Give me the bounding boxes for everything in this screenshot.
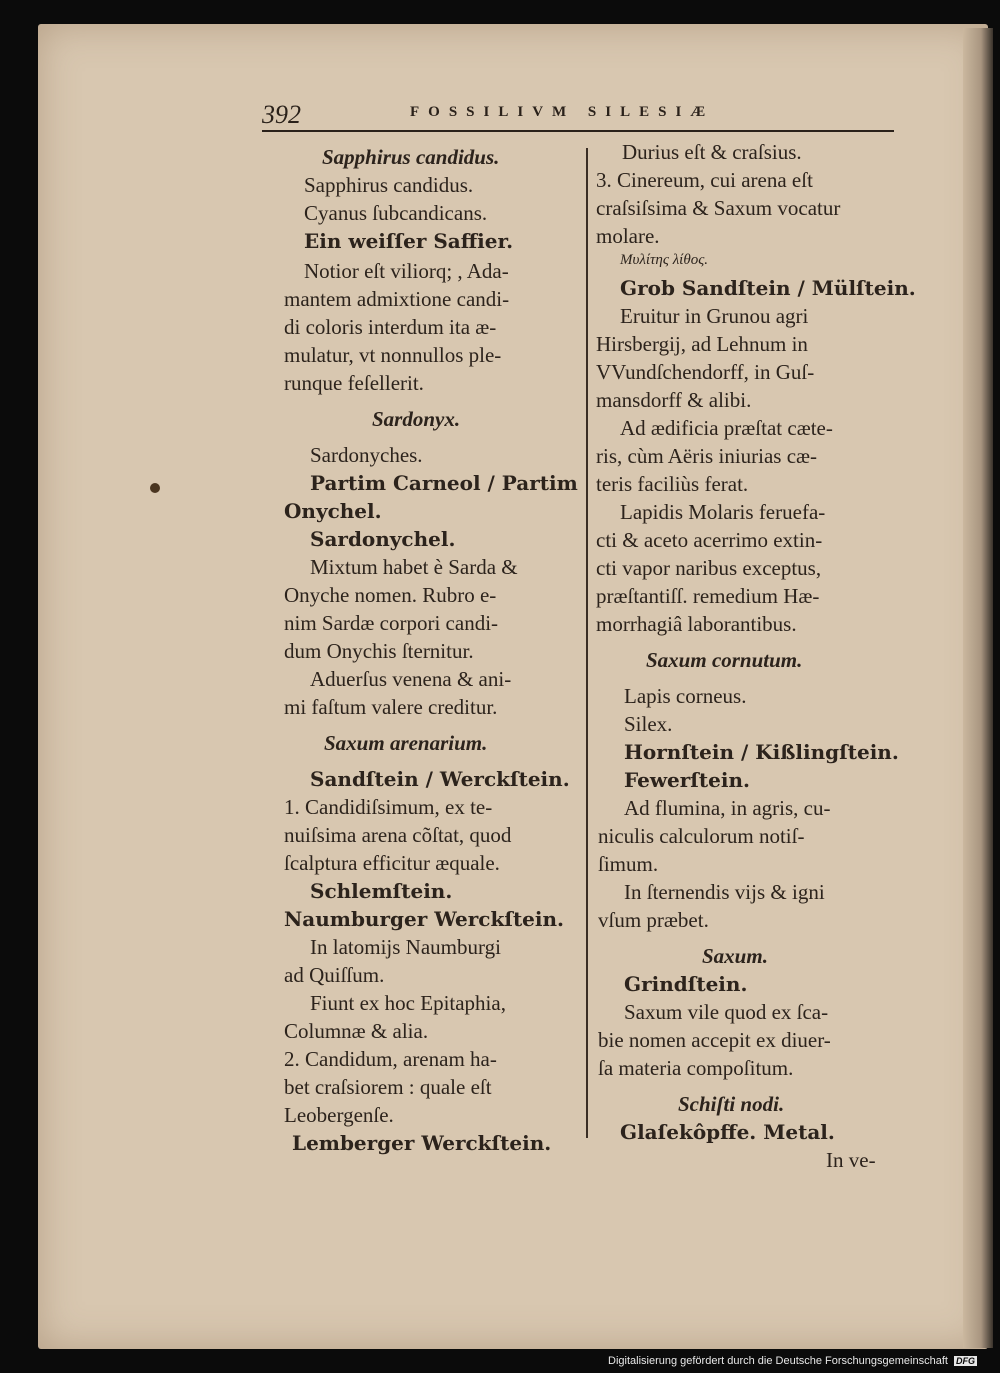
left-column-line: Mixtum habet è Sarda & [310,555,518,579]
right-column-line: bie nomen accepit ex diuer- [598,1028,831,1052]
dfg-logo: DFG [956,1356,976,1366]
right-column-line: Lapis corneus. [624,684,747,708]
right-column-line: Hornſtein / Kißlingſtein. [624,740,899,764]
right-column-line: Durius eſt & craſsius. [622,140,802,164]
right-column-line: mansdorff & alibi. [596,388,752,412]
left-column-line: Ein weiſſer Saffier. [304,229,514,253]
right-column-line: Ad flumina, in agris, cu- [624,796,831,820]
right-column-line: Lapidis Molaris feruefa- [620,500,826,524]
left-column-line: Columnæ & alia. [284,1019,429,1043]
left-column-line: Naumburger Werckſtein. [284,907,565,931]
right-column-line: In ve- [826,1148,876,1172]
left-column-line: Onychel. [284,499,382,523]
left-column-line: dum Onychis ſternitur. [284,639,474,663]
left-column-line: mantem admixtione candi- [284,287,510,311]
right-column-line: Hirsbergij, ad Lehnum in [596,332,808,356]
left-column-line: Notior eſt viliorq; , Ada- [304,259,509,283]
left-column-heading: Saxum arenarium. [324,731,488,755]
right-column-line: præſtantiſſ. remedium Hæ- [596,584,820,608]
left-column-line: Sardonychel. [310,527,456,551]
left-column-line: Aduerſus venena & ani- [310,667,512,691]
right-column-line: craſsiſsima & Saxum vocatur [596,196,841,220]
right-column-heading: Schiſti nodi. [678,1092,785,1116]
column-divider [586,148,588,1138]
footer-text: Digitalisierung gefördert durch die Deutsche Forschungsgemeinschaft [608,1355,948,1367]
right-column [590,140,916,1180]
right-column-line: In ſternendis vijs & igni [624,880,825,904]
left-column-line: Fiunt ex hoc Epitaphia, [310,991,506,1015]
left-column-line: Cyanus ſubcandicans. [304,201,488,225]
right-column-line: cti vapor naribus exceptus, [596,556,822,580]
left-column-line: ad Quiſſum. [284,963,385,987]
right-column-line: Glaſekôpffe. Metal. [620,1120,835,1144]
left-column-line: runque feſellerit. [284,371,424,395]
left-column-line: nuiſsima arena cõſtat, quod [284,823,512,847]
right-column-line: morrhagiâ laborantibus. [596,612,797,636]
page-spine-shadow [963,28,993,1348]
left-column-line: Partim Carneol / Partim [310,471,578,495]
left-column [262,145,584,1165]
right-column-line: Silex. [624,712,673,736]
ink-stain [150,483,160,493]
right-column-line: molare. [596,224,660,248]
right-column-line: ſa materia compoſitum. [598,1056,794,1080]
running-title: FOSSILIVM SILESIÆ [410,104,715,120]
right-column-line: Μυλίτης λίθος. [620,252,709,268]
left-column-line: Schlemſtein. [310,879,453,903]
left-column-line: 2. Candidum, arenam ha- [284,1047,497,1071]
left-column-line: Sandſtein / Werckſtein. [310,767,570,791]
left-column-line: Sardonyches. [310,443,423,467]
page-header [262,100,894,130]
right-column-line: Saxum vile quod ex ſca- [624,1000,829,1024]
right-column-heading: Saxum. [702,944,768,968]
left-column-heading: Sapphirus candidus. [322,145,500,169]
right-column-line: VVundſchendorff, in Guſ- [596,360,815,384]
page-number: 392 [262,100,301,129]
left-column-line: 1. Candidiſsimum, ex te- [284,795,493,819]
right-column-line: Ad ædificia præſtat cæte- [620,416,833,440]
right-column-line: niculis calculorum notiſ- [598,824,805,848]
header-rule [262,130,894,132]
left-column-line: Sapphirus candidus. [304,173,474,197]
left-column-heading: Sardonyx. [372,407,461,431]
left-column-line: mulatur, vt nonnullos ple- [284,343,502,367]
left-column-line: Leobergenſe. [284,1103,394,1127]
left-column-line: di coloris interdum ita æ- [284,315,497,339]
right-column-line: 3. Cinereum, cui arena eſt [596,168,813,192]
footer-credit [608,1355,977,1367]
left-column-line: bet craſsiorem : quale eſt [284,1075,492,1099]
left-column-line: Onyche nomen. Rubro e- [284,583,497,607]
right-column-line: Eruitur in Grunou agri [620,304,809,328]
right-column-line: cti & aceto acerrimo extin- [596,528,823,552]
left-column-line: In latomijs Naumburgi [310,935,501,959]
right-column-line: ris, cùm Aëris iniurias cæ- [596,444,818,468]
right-column-line: Grob Sandſtein / Mülſtein. [620,276,916,300]
right-column-heading: Saxum cornutum. [646,648,803,672]
right-column-line: Fewerſtein. [624,768,750,792]
left-column-line: nim Sardæ corpori candi- [284,611,499,635]
right-column-line: vſum præbet. [598,908,709,932]
right-column-line: Grindſtein. [624,972,748,996]
left-column-line: mi faſtum valere creditur. [284,695,498,719]
right-column-line: ſimum. [598,852,659,876]
right-column-line: teris faciliùs ferat. [596,472,749,496]
left-column-line: Lemberger Werckſtein. [292,1131,552,1155]
left-column-line: ſcalptura efficitur æquale. [284,851,500,875]
